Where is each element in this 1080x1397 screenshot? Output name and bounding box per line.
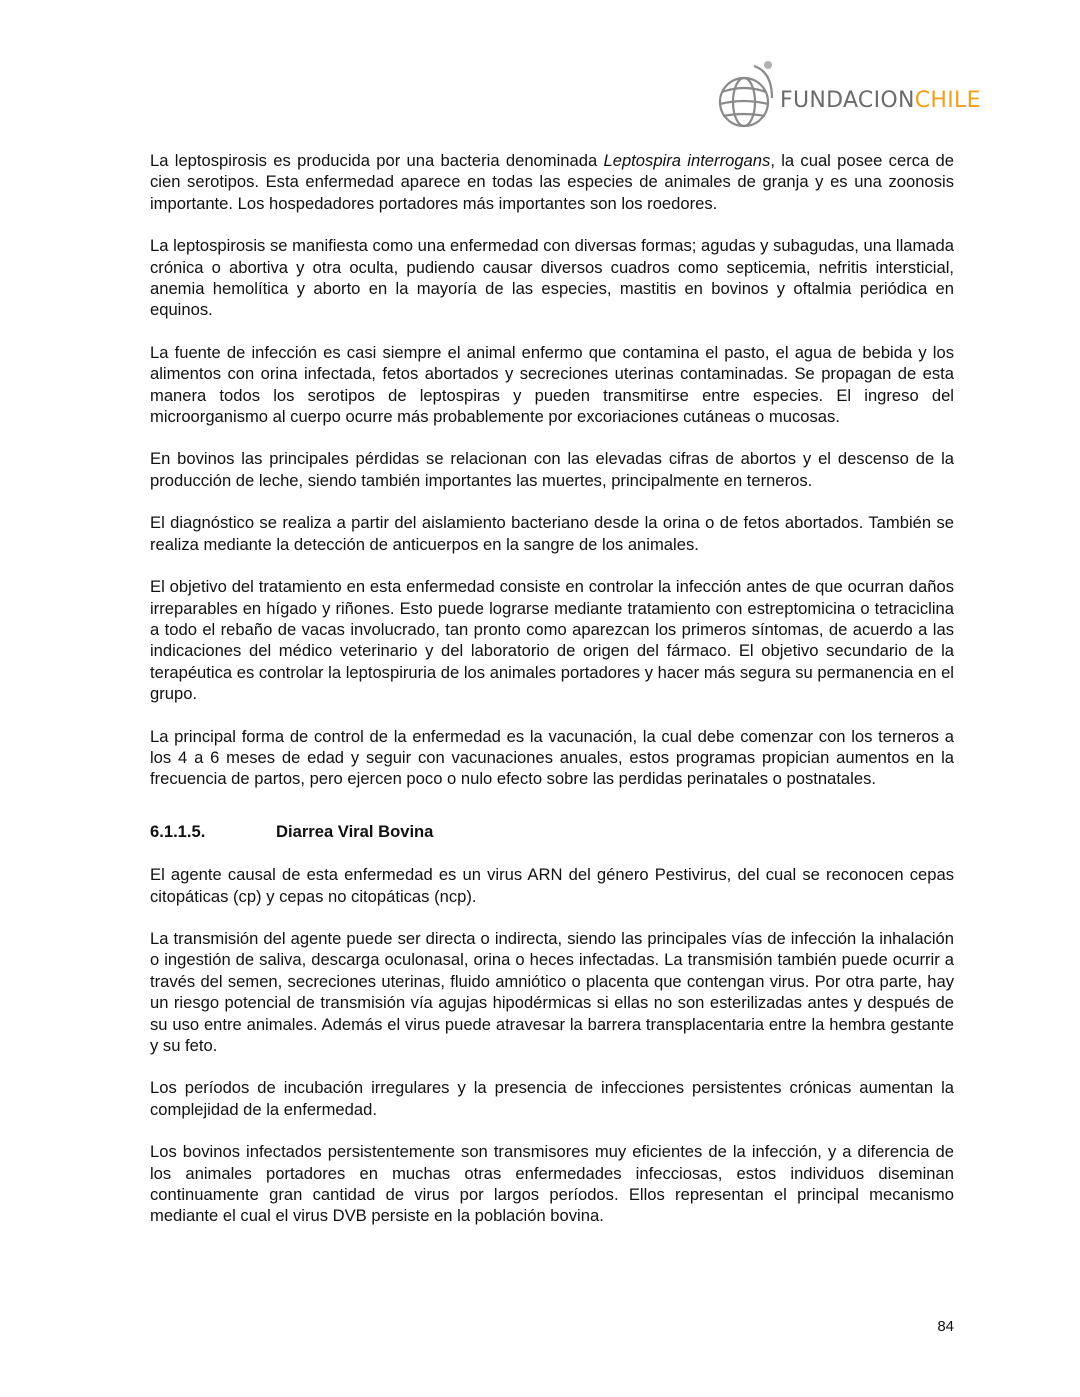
- document-body: [150, 150, 954, 1248]
- paragraph-leptospirosis-intro: La leptospirosis es producida por una bacteria denominada Leptospira interrogans, la cual posee cerca de cien serotipos. Esta enfermedad aparece en todas las especies de animales de granja y es una zoonosis importante. Los hospedadores portadores más importantes son los roedores.: [150, 151, 954, 213]
- logo-text-chile: CHILE: [914, 88, 981, 113]
- logo-wordmark: [780, 88, 981, 113]
- section-heading: [150, 821, 954, 842]
- paragraph: Los bovinos infectados persistentemente son transmisores muy eficientes de la infección, y a diferencia de los animales portadores en muchas otras enfermedades infecciosas, estos individuos diseminan continuamente gran cantidad de virus por largos períodos. Ellos representan el principal mecanismo mediante el cual el virus DVB persiste en la población bovina.: [150, 1142, 954, 1226]
- paragraph: Los períodos de incubación irregulares y la presencia de infecciones persistentes crónicas aumentan la complejidad de la enfermedad.: [150, 1078, 954, 1119]
- globe-logo-icon: [714, 58, 784, 134]
- section-number: 6.1.1.5.: [150, 821, 206, 841]
- fundacion-chile-logo: [714, 58, 981, 134]
- paragraph: En bovinos las principales pérdidas se relacionan con las elevadas cifras de abortos y el descenso de la producción de leche, siendo también importantes las muertes, principalmente en terneros.: [150, 449, 954, 490]
- paragraph: La transmisión del agente puede ser directa o indirecta, siendo las principales vías de infección la inhalación o ingestión de saliva, descarga oculonasal, orina o heces infectadas. La transmisión también puede ocurrir a través del semen, secreciones uterinas, fluido amniótico o placenta que contengan virus. Por otra parte, hay un riesgo potencial de transmisión vía agujas hipodérmicas si ellas no son esterilizadas antes y después de su uso entre animales. Además el virus puede atravesar la barrera transplacentaria entre la hembra gestante y su feto.: [150, 928, 954, 1055]
- page-number: 84: [937, 1318, 954, 1335]
- species-name: Leptospira interrogans: [603, 151, 771, 170]
- paragraph: La principal forma de control de la enfermedad es la vacunación, la cual debe comenzar con los terneros a los 4 a 6 meses de edad y seguir con vacunaciones anuales, estos programas propician aumentos en la frecuencia de partos, pero ejercen poco o nulo efecto sobre las perdidas perinatales o postnatales.: [150, 726, 954, 789]
- section-title: Diarrea Viral Bovina: [276, 821, 434, 841]
- paragraph: El objetivo del tratamiento en esta enfermedad consiste en controlar la infección antes de que ocurran daños irreparables en hígado y riñones. Esto puede lograrse mediante tratamiento con estreptomicina o tetraciclina a todo el rebaño de vacas involucrado, tan pronto como aparezcan los primeros síntomas, de acuerdo a las indicaciones del médico veterinario y del laboratorio de origen del fármaco. El objetivo secundario de la terapéutica es controlar la leptospiruria de los animales portadores y hacer más segura su permanencia en el grupo.: [150, 577, 954, 704]
- paragraph: La fuente de infección es casi siempre el animal enfermo que contamina el pasto, el agua de bebida y los alimentos con orina infectada, fetos abortados y secreciones uterinas contaminadas. Se propagan de esta manera todos los serotipos de leptospiras y pueden transmitirse entre especies. El ingreso del microorganismo al cuerpo ocurre más probablemente por excoriaciones cutáneas o mucosas.: [150, 342, 954, 427]
- paragraph: La leptospirosis se manifiesta como una enfermedad con diversas formas; agudas y subagudas, una llamada crónica o abortiva y otra oculta, pudiendo causar diversos cuadros como septicemia, nefritis intersticial, anemia hemolítica y aborto en la mayoría de las especies, mastitis en bovinos y oftalmia periódica en equinos.: [150, 236, 954, 320]
- paragraph: El agente causal de esta enfermedad es un virus ARN del género Pestivirus, del cual se reconocen cepas citopáticas (cp) y cepas no citopáticas (ncp).: [150, 865, 954, 906]
- paragraph: El diagnóstico se realiza a partir del aislamiento bacteriano desde la orina o de fetos abortados. También se realiza mediante la detección de anticuerpos en la sangre de los animales.: [150, 513, 954, 554]
- logo-text-fundacion: FUNDACION: [780, 88, 915, 113]
